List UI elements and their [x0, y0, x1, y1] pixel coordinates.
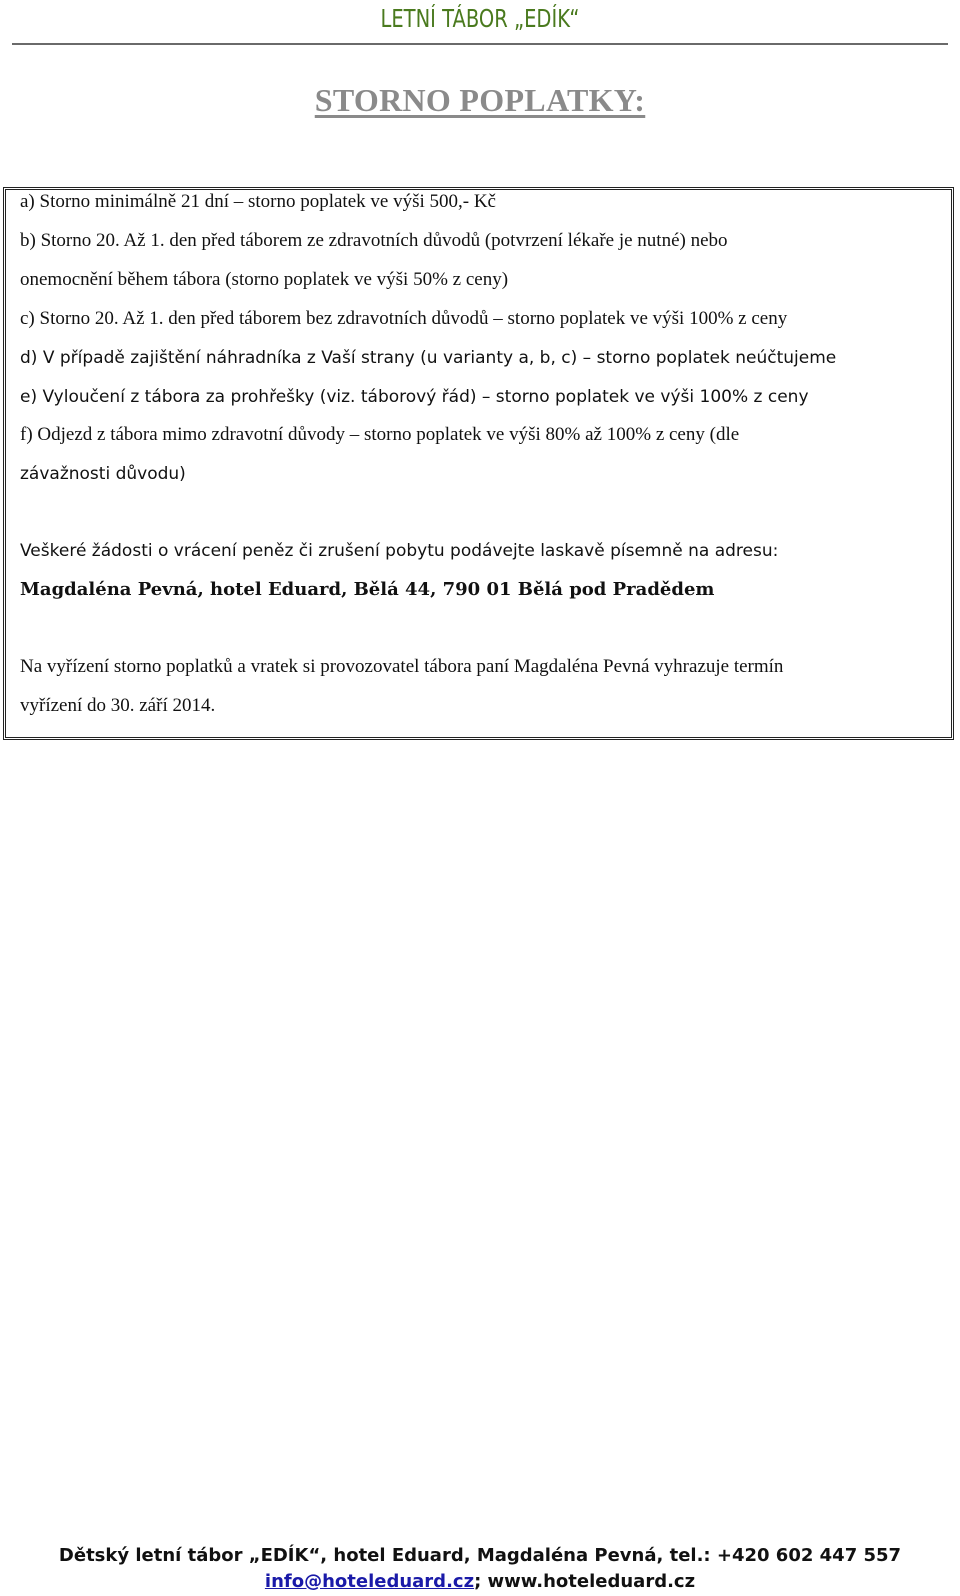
fee-item-b-continued: onemocnění během tábora (storno poplatek ve výši 50% z ceny): [20, 269, 509, 290]
fee-item-d: d) V případě zajištění náhradníka z Vaší strany (u varianty a, b, c) – storno poplatek neúčtujeme: [20, 348, 837, 368]
header-divider: [12, 43, 948, 45]
fee-item-c: c) Storno 20. Až 1. den před táborem bez zdravotních důvodů – storno poplatek ve výši 100% z ceny: [20, 308, 788, 329]
fee-item-e: e) Vyloučení z tábora za prohřešky (viz. táborový řád) – storno poplatek ve výši 100% z ceny: [20, 387, 809, 407]
postal-address: Magdaléna Pevná, hotel Eduard, Bělá 44, 790 01 Bělá pod Pradědem: [20, 579, 715, 600]
header-logo: LETNÍ TÁBOR „EDÍK“: [380, 4, 580, 33]
footer-email-link[interactable]: info@hoteleduard.cz: [264, 1571, 475, 1592]
fee-item-f-continued: závažnosti důvodu): [20, 464, 186, 484]
footer-separator: ;: [474, 1571, 488, 1592]
fee-item-b: b) Storno 20. Až 1. den před táborem ze zdravotních důvodů (potvrzení lékaře je nutné) nebo: [20, 230, 728, 251]
processing-deadline-note-continued: vyřízení do 30. září 2014.: [20, 695, 216, 716]
refund-request-note: Veškeré žádosti o vrácení peněz či zrušení pobytu podávejte laskavě písemně na adresu:: [20, 541, 779, 561]
footer-contact: Dětský letní tábor „EDÍK“, hotel Eduard, Magdaléna Pevná, tel.: +420 602 447 557: [58, 1545, 902, 1566]
processing-deadline-note: Na vyřízení storno poplatků a vratek si provozovatel tábora paní Magdaléna Pevná vyhrazuje termín: [20, 656, 784, 677]
page-title: STORNO POPLATKY:: [314, 82, 646, 118]
fee-item-a: a) Storno minimálně 21 dní – storno poplatek ve výši 500,- Kč: [20, 191, 496, 212]
storno-fees-box: [3, 187, 954, 740]
footer-website[interactable]: www.hoteleduard.cz: [487, 1571, 696, 1592]
footer-links: [0, 1571, 960, 1592]
fee-item-f: f) Odjezd z tábora mimo zdravotní důvody – storno poplatek ve výši 80% až 100% z ceny (dle: [20, 424, 740, 445]
